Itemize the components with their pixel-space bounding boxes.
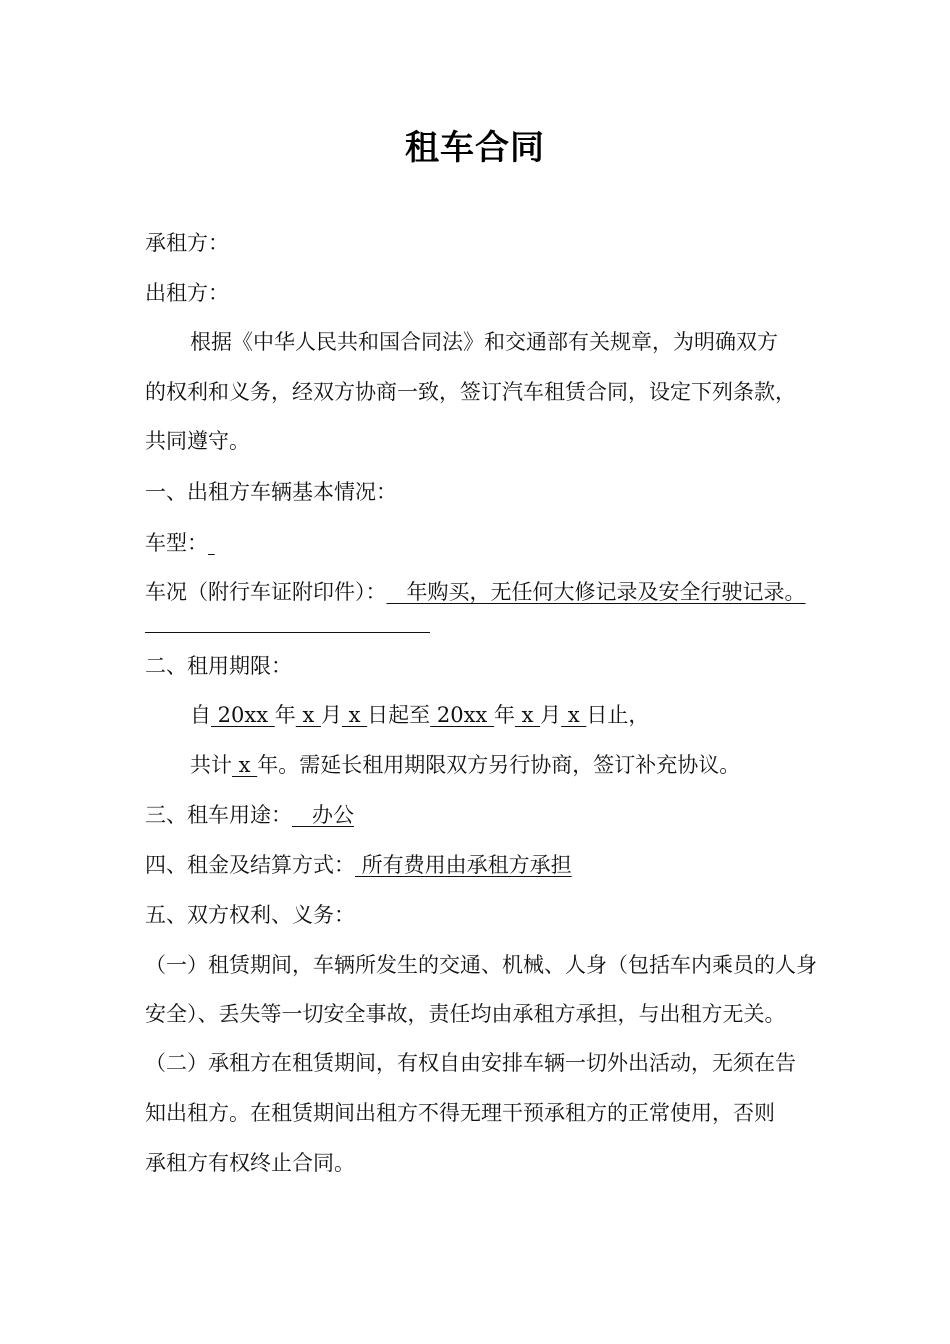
- section-4-row: [145, 850, 825, 880]
- rental-total-row: [190, 750, 870, 780]
- clause-2-line-2: 知出租方。在租赁期间出租方不得无理干预承租方的正常使用，否则: [145, 1101, 775, 1125]
- total-prefix: 共计: [190, 753, 232, 777]
- total-suffix: 年。需延长租用期限双方另行协商，签订补充协议。: [257, 753, 741, 777]
- payment-method-value: 所有费用由承租方承担: [355, 853, 572, 877]
- end-month-char: 月: [540, 703, 562, 727]
- end-year: 20xx: [430, 703, 494, 727]
- section-3-heading: 三、租车用途：: [145, 803, 292, 827]
- start-year: 20xx: [211, 703, 275, 727]
- start-month-char: 月: [320, 703, 342, 727]
- day-from-text: 日起至: [367, 703, 431, 727]
- lessee-label: 承租方：: [145, 231, 229, 255]
- start-year-char: 年: [274, 703, 296, 727]
- end-month: x: [514, 703, 541, 727]
- start-day: x: [341, 703, 368, 727]
- clause-2-line-1: （二）承租方在租赁期间，有权自由安排车辆一切外出活动，无须在告: [145, 1051, 796, 1075]
- document-title: 租车合同: [405, 128, 545, 168]
- preamble-line-2: 的权利和义务，经双方协商一致，签订汽车租赁合同，设定下列条款，: [145, 380, 796, 404]
- clause-1-line-1: （一）租赁期间，车辆所发生的交通、机械、人身（包括车内乘员的人身: [145, 953, 817, 977]
- end-year-char: 年: [493, 703, 515, 727]
- section-4-heading: 四、租金及结算方式：: [145, 853, 355, 877]
- end-day: x: [561, 703, 587, 727]
- vehicle-model-row: [145, 528, 825, 558]
- total-years: x: [232, 753, 258, 777]
- rental-purpose-value: 办公: [292, 803, 355, 827]
- vehicle-model-label: 车型：: [145, 531, 208, 555]
- vehicle-model-value: [208, 531, 215, 555]
- vehicle-condition-label: 车况（附行车证附印件）：: [145, 580, 387, 604]
- start-month: x: [295, 703, 321, 727]
- lessor-label: 出租方：: [145, 281, 229, 305]
- clause-2-line-3: 承租方有权终止合同。: [145, 1151, 355, 1175]
- day-end-text: 日止，: [586, 703, 650, 727]
- preamble-line-3: 共同遵守。: [145, 429, 250, 453]
- rental-period-row: [190, 700, 870, 730]
- vehicle-condition-row: [145, 577, 825, 607]
- blank-fill-line: [145, 632, 430, 633]
- section-2-heading: 二、租用期限：: [145, 654, 292, 678]
- clause-1-line-2: 安全）、丢失等一切安全事故，责任均由承租方承担，与出租方无关。: [145, 1002, 786, 1026]
- preamble-line-1: 根据《中华人民共和国合同法》和交通部有关规章，为明确双方: [190, 330, 778, 354]
- section-3-row: [145, 800, 825, 830]
- section-1-heading: 一、出租方车辆基本情况：: [145, 480, 397, 504]
- section-5-heading: 五、双方权利、义务：: [145, 903, 355, 927]
- vehicle-condition-value: 年购买，无任何大修记录及安全行驶记录。: [386, 580, 806, 604]
- from-prefix: 自: [190, 703, 211, 727]
